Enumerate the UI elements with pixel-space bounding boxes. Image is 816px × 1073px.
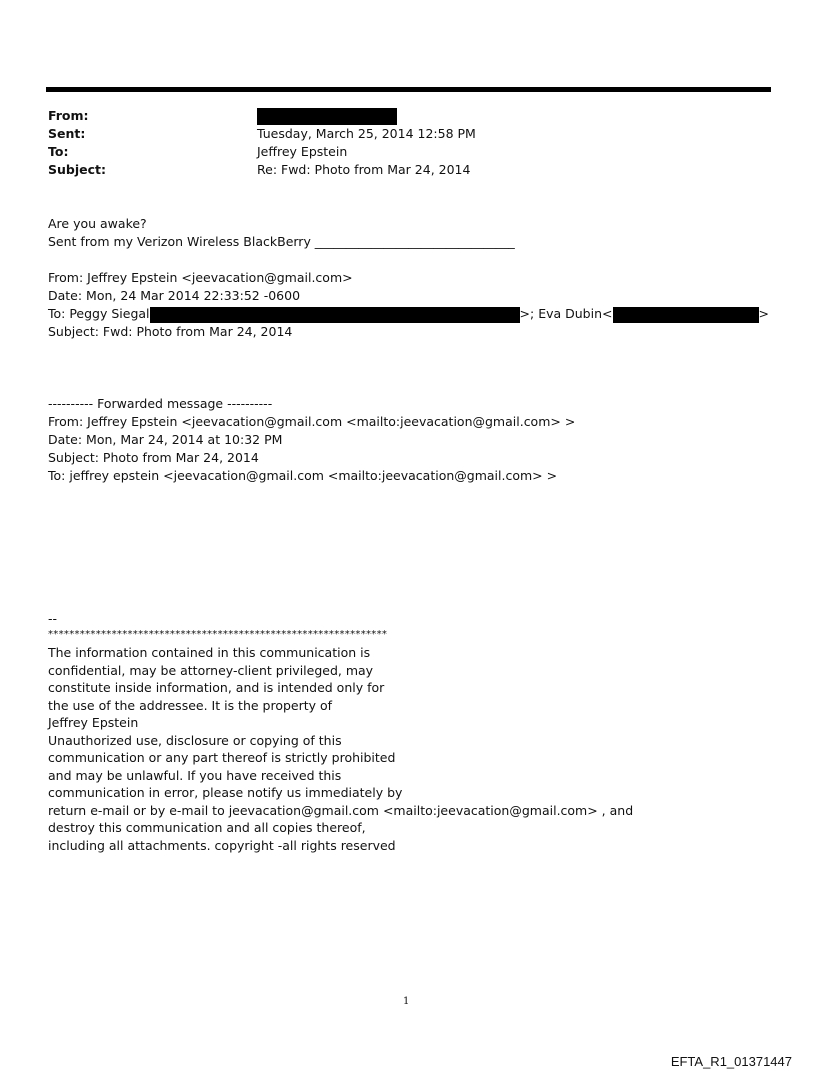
quoted-to-suffix: >: [758, 306, 769, 321]
redaction-box: [150, 307, 520, 323]
forwarded-date: Date: Mon, Mar 24, 2014 at 10:32 PM: [48, 432, 283, 447]
quoted-to-prefix: To: Peggy Siegal: [48, 306, 150, 321]
from-label: From:: [48, 108, 89, 123]
body-signature: Sent from my Verizon Wireless BlackBerry ________________________________: [48, 234, 515, 249]
disclaimer-line: communication in error, please notify us immediately by: [48, 785, 403, 800]
bates-number: EFTA_R1_01371447: [670, 1054, 792, 1069]
signature-stars: ****************************************************************: [48, 629, 388, 640]
disclaimer-line: and may be unlawful. If you have received this: [48, 767, 342, 783]
header-from-row: [48, 107, 548, 125]
forwarded-from: From: Jeffrey Epstein <jeevacation@gmail.com <mailto:jeevacation@gmail.com> >: [48, 414, 576, 429]
disclaimer-line: confidential, may be attorney-client privileged, may: [48, 662, 374, 678]
disclaimer-line: constitute inside information, and is intended only for: [48, 680, 385, 695]
disclaimer-line: destroy this communication and all copies thereof,: [48, 820, 366, 835]
header-rule: [46, 87, 771, 92]
disclaimer-line: return e-mail or by e-mail to jeevacation@gmail.com <mailto:jeevacation@gmail.com> , and: [48, 802, 634, 818]
disclaimer-line: including all attachments. copyright -all rights reserved: [48, 837, 396, 853]
subject-value: Re: Fwd: Photo from Mar 24, 2014: [257, 162, 471, 177]
sent-label: Sent:: [48, 126, 86, 141]
confidentiality-disclaimer: [48, 644, 633, 854]
redaction-box: [613, 307, 759, 323]
sent-value: Tuesday, March 25, 2014 12:58 PM: [257, 126, 476, 141]
disclaimer-line: communication or any part thereof is strictly prohibited: [48, 750, 396, 765]
quoted-from: From: Jeffrey Epstein <jeevacation@gmail.com>: [48, 270, 353, 285]
subject-label: Subject:: [48, 162, 106, 177]
quoted-date: Date: Mon, 24 Mar 2014 22:33:52 -0600: [48, 288, 301, 303]
forwarded-subject: Subject: Photo from Mar 24, 2014: [48, 450, 259, 465]
quoted-to-middle: >; Eva Dubin<: [519, 306, 613, 321]
redaction-box: [257, 108, 397, 125]
header-subject-row: [48, 161, 548, 179]
body-greeting: Are you awake?: [48, 216, 147, 231]
header-sent-row: [48, 125, 548, 143]
forwarded-to: To: jeffrey epstein <jeevacation@gmail.com <mailto:jeevacation@gmail.com> >: [48, 468, 558, 483]
signature-dashes: --: [48, 611, 58, 626]
to-value: Jeffrey Epstein: [257, 144, 348, 159]
disclaimer-line: the use of the addressee. It is the property of: [48, 697, 333, 713]
disclaimer-line: The information contained in this communication is: [48, 645, 371, 660]
page-number: 1: [403, 996, 410, 1007]
quoted-subject: Subject: Fwd: Photo from Mar 24, 2014: [48, 324, 293, 339]
quoted-to: [48, 305, 769, 323]
disclaimer-line: Jeffrey Epstein: [48, 715, 139, 730]
from-value: [257, 107, 397, 125]
header-to-row: [48, 143, 548, 161]
disclaimer-line: Unauthorized use, disclosure or copying of this: [48, 732, 342, 748]
to-label: To:: [48, 144, 69, 159]
forwarded-divider: ---------- Forwarded message ----------: [48, 396, 273, 411]
